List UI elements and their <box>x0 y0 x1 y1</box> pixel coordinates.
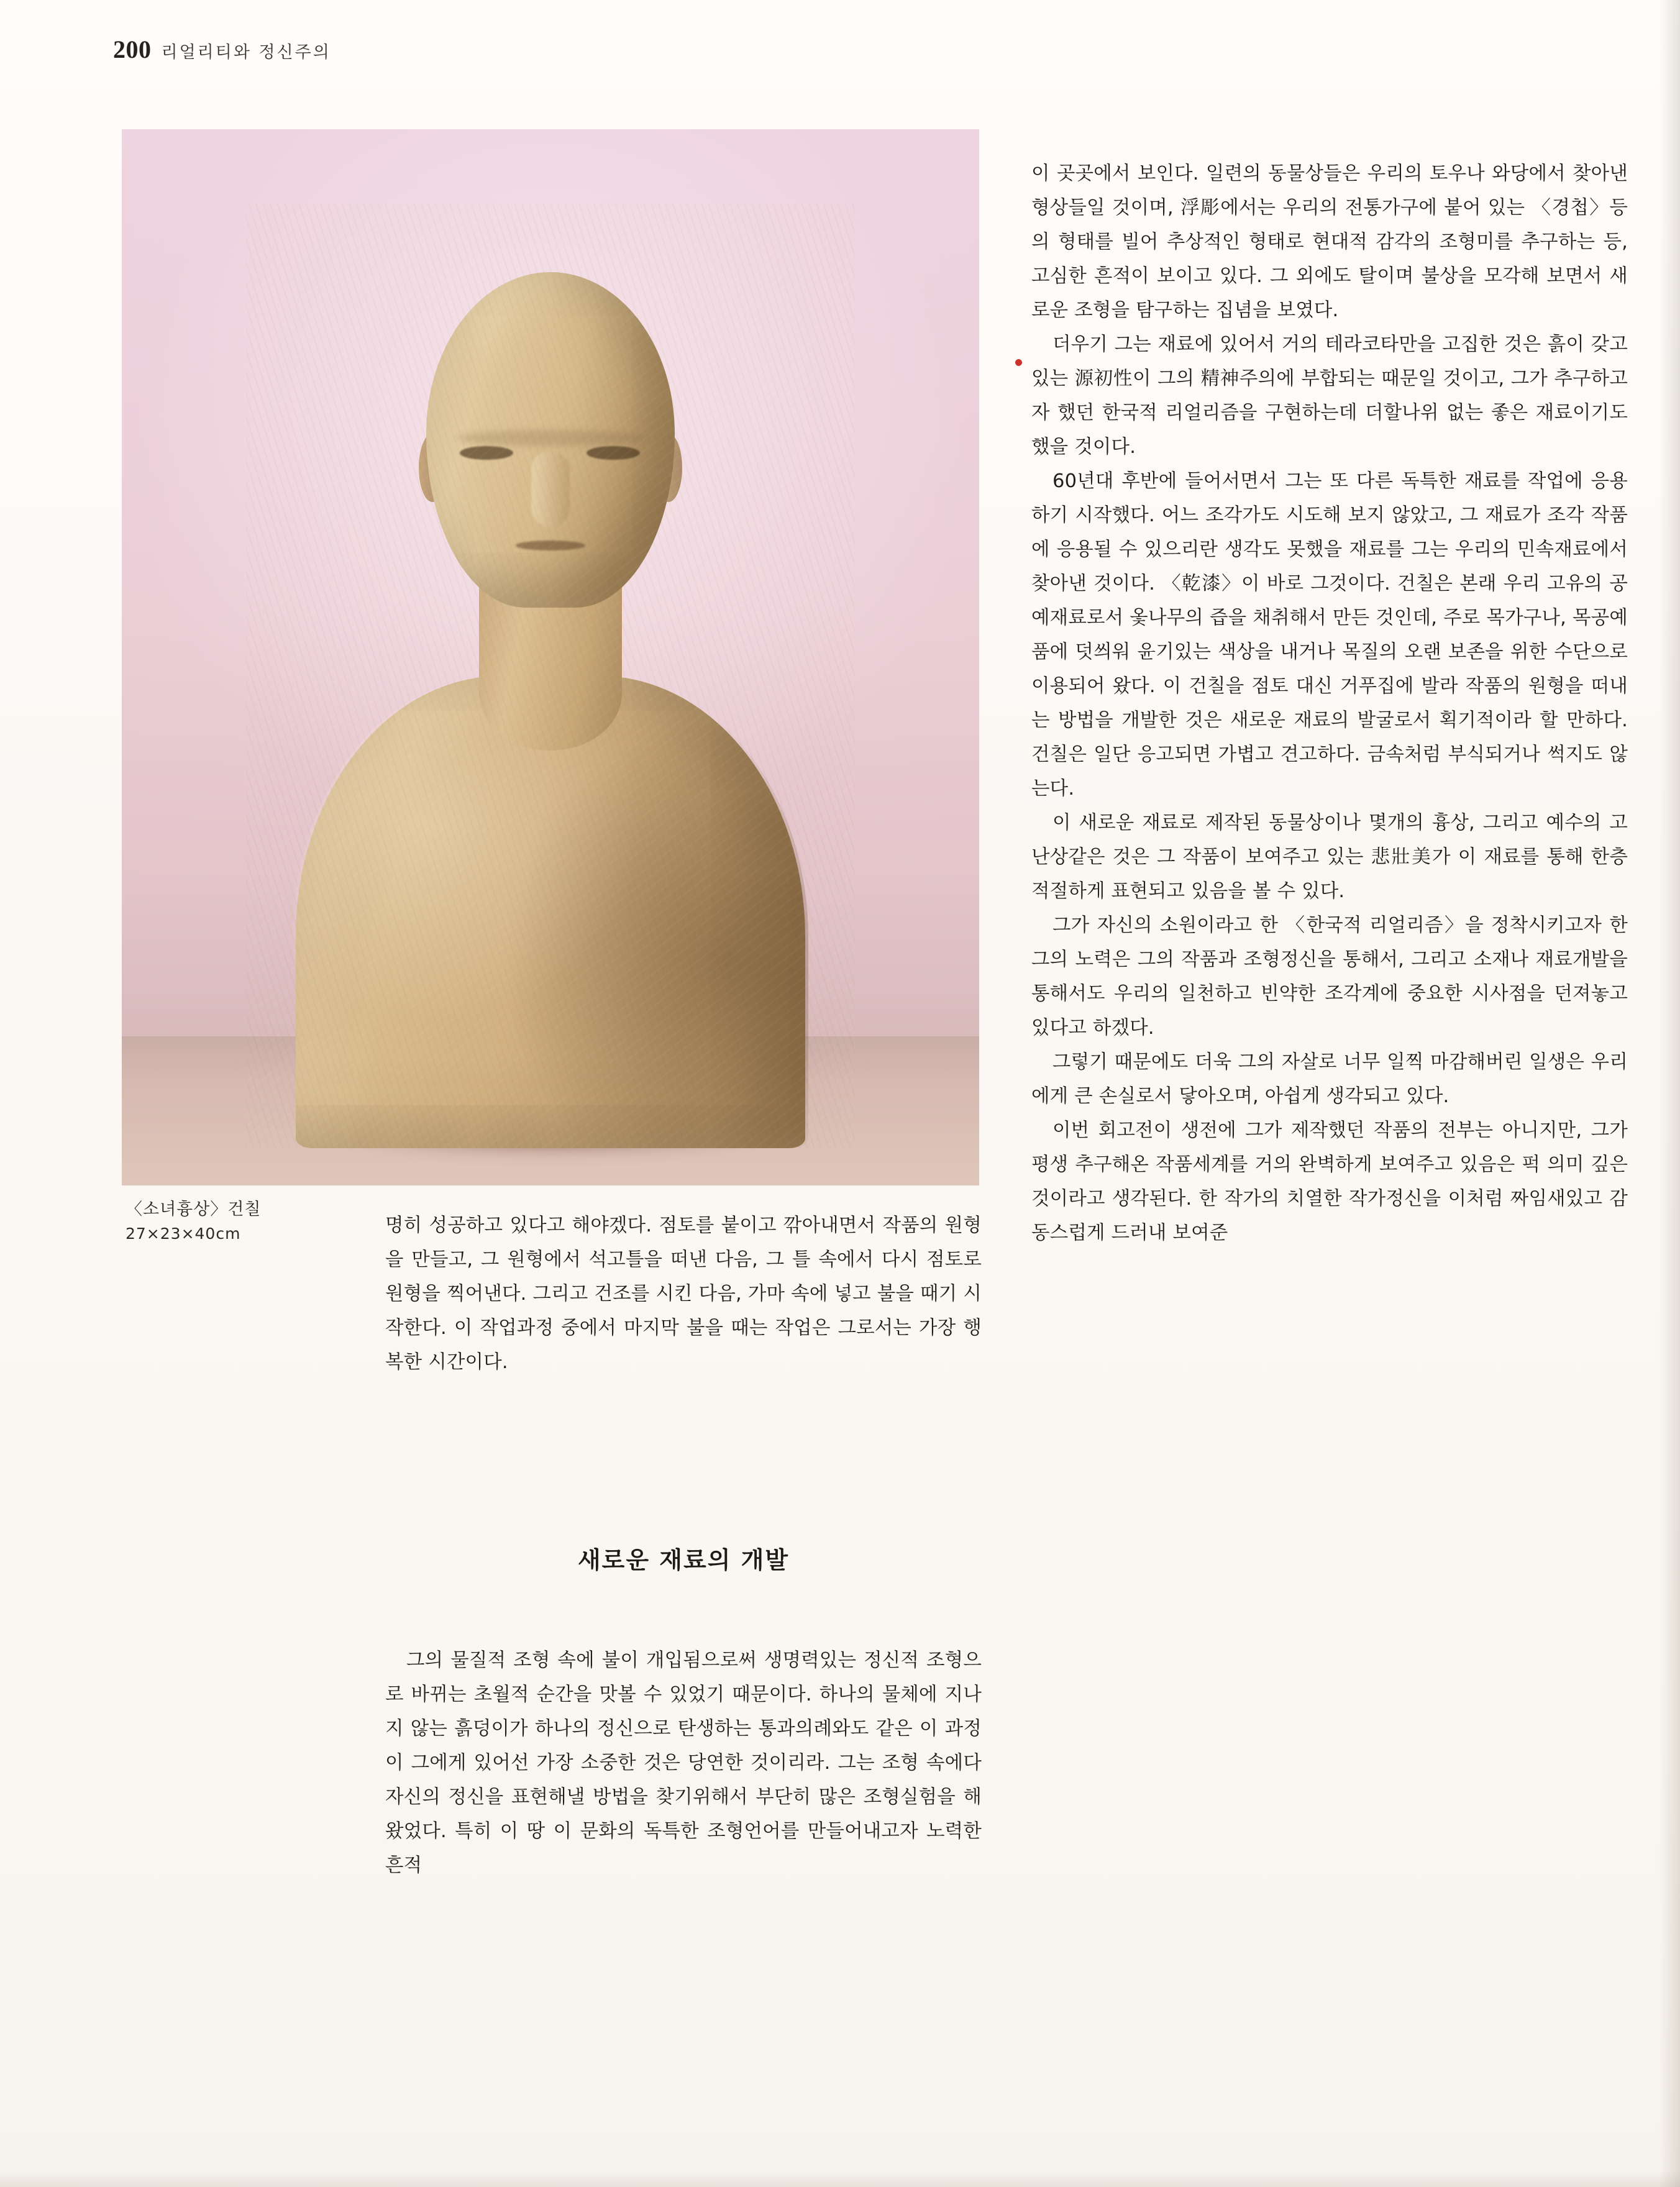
paragraph: 더우기 그는 재료에 있어서 거의 테라코타만을 고집한 것은 흙이 갖고 있는 源初性이 그의 精神주의에 부합되는 때문일 것이고, 그가 추구하고자 했던 한국적 리얼리즘을 구현하는데 더할나위 없는 좋은 재료이기도 했을 것이다. <box>1031 334 1628 458</box>
paragraph: 그의 물질적 조형 속에 불이 개입됨으로써 생명력있는 정신적 조형으로 바뀌는 초월적 순간을 맛볼 수 있었기 때문이다. 하나의 물체에 지나지 않는 흙덩이가 하나의 정신으로 탄생하는 통과의례와도 같은 이 과정이 그에게 있어선 가장 소중한 것은 당연한 것이리라. 그는 조형 속에다 자신의 정신을 표현해낼 방법을 찾기위해서 부단히 많은 조형실험을 해왔었다. 특히 이 땅 이 문화의 독특한 조형언어를 만들어내고자 노력한 흔적 <box>385 1650 982 1876</box>
page-edge-shadow-bottom <box>0 2171 1680 2187</box>
page-edge-shadow-right <box>1659 0 1680 2187</box>
running-head <box>113 35 331 64</box>
paragraph: 명히 성공하고 있다고 해야겠다. 점토를 붙이고 깎아내면서 작품의 원형을 만들고, 그 원형에서 석고틀을 떠낸 다음, 그 틀 속에서 다시 점토로 원형을 찍어낸다. 그리고 건조를 시킨 다음, 가마 속에 넣고 불을 때기 시작한다. 이 작업과정 중에서 마지막 불을 때는 작업은 그로서는 가장 행복한 시간이다. <box>385 1215 982 1373</box>
page-number: 200 <box>113 35 152 63</box>
sculpture-photograph <box>122 129 979 1185</box>
paragraph: 그렇기 때문에도 더욱 그의 자살로 너무 일찍 마감해버린 일생은 우리에게 큰 손실로서 닿아오며, 아쉽게 생각되고 있다. <box>1031 1051 1628 1107</box>
figure-caption-title: 〈소녀흉상〉건칠 <box>126 1200 262 1219</box>
red-ink-mark <box>1015 359 1022 366</box>
right-column-text <box>1031 157 1628 1250</box>
paragraph: 이 곳곳에서 보인다. 일련의 동물상들은 우리의 토우나 와당에서 찾아낸 형상들일 것이며, 浮彫에서는 우리의 전통가구에 붙어 있는 〈경첩〉등의 형태를 빌어 추상적인 형태로 현대적 감각의 조형미를 추구하는 등, 고심한 흔적이 보이고 있다. 그 외에도 탈이며 불상을 모각해 보면서 새로운 조형을 탐구하는 집념을 보였다. <box>1031 163 1628 321</box>
figure <box>122 129 979 1243</box>
section-heading: 새로운 재료의 개발 <box>577 1546 790 1574</box>
paragraph: 이 새로운 재료로 제작된 동물상이나 몇개의 흉상, 그리고 예수의 고난상같은 것은 그 작품이 보여주고 있는 悲壯美가 이 재료를 통해 한층 적절하게 표현되고 있음을 볼 수 있다. <box>1031 812 1628 902</box>
left-column-text-top <box>385 1208 982 1379</box>
left-column-text-bottom <box>385 1643 982 1883</box>
figure-caption-dimensions: 27×23×40cm <box>126 1225 241 1243</box>
running-title: 리얼리티와 정신주의 <box>161 43 331 62</box>
clay-texture-overlay <box>246 204 855 1148</box>
bust-sculpture <box>246 204 855 1148</box>
paragraph: 60년대 후반에 들어서면서 그는 또 다른 독특한 재료를 작업에 응용하기 시작했다. 어느 조각가도 시도해 보지 않았고, 그 재료가 조각 작품에 응용될 수 있으리란 생각도 못했을 재료를 그는 우리의 민속재료에서 찾아낸 것이다. 〈乾漆〉이 바로 그것이다. 건칠은 본래 우리 고유의 공예재료로서 옻나무의 즙을 채취해서 만든 것인데, 주로 목가구나, 목공예품에 덧씌워 윤기있는 색상을 내거나 목질의 오랜 보존을 위한 수단으로 이용되어 왔다. 이 건칠을 점토 대신 거푸집에 발라 작품의 원형을 떠내는 방법을 개발한 것은 새로운 재료의 발굴로서 획기적이라 할 만하다. 건칠은 일단 응고되면 가볍고 견고하다. 금속처럼 부식되거나 썩지도 않는다. <box>1031 470 1628 800</box>
paragraph: 이번 회고전이 생전에 그가 제작했던 작품의 전부는 아니지만, 그가 평생 추구해온 작품세계를 거의 완벽하게 보여주고 있음은 퍽 의미 깊은 것이라고 생각된다. 한 작가의 치열한 작가정신을 이처럼 짜임새있고 감동스럽게 드러내 보여준 <box>1031 1120 1628 1244</box>
paragraph: 그가 자신의 소원이라고 한 〈한국적 리얼리즘〉을 정착시키고자 한 그의 노력은 그의 작품과 조형정신을 통해서, 그리고 소재나 재료개발을 통해서도 우리의 일천하고 빈약한 조각계에 중요한 시사점을 던져놓고 있다고 하겠다. <box>1031 915 1628 1039</box>
